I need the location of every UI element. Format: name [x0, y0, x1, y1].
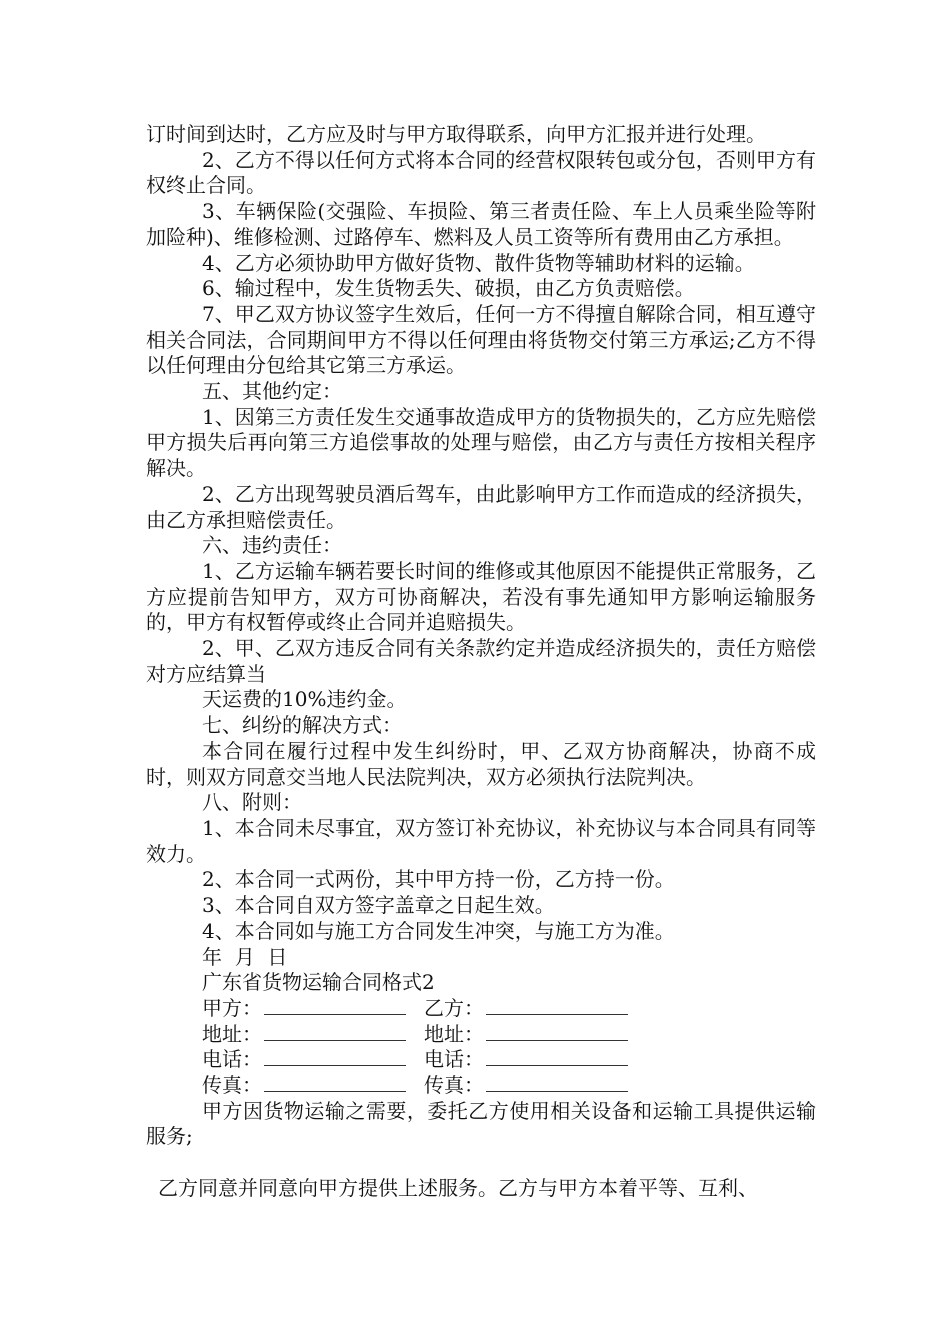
paragraph: 2、甲、乙双方违反合同有关条款约定并造成经济损失的，责任方赔偿对方应结算当 — [146, 636, 816, 686]
form-cell-left — [202, 996, 424, 1022]
form-row-phone — [146, 1047, 816, 1073]
paragraph: 本合同在履行过程中发生纠纷时，甲、乙双方协商解决，协商不成时，则双方同意交当地人民法院判决，双方必须执行法院判决。 — [146, 738, 816, 789]
contract-title: 广东省货物运输合同格式2 — [202, 970, 435, 995]
address-b-blank — [486, 1022, 628, 1041]
address-b-label: 地址： — [424, 1021, 484, 1046]
fax-a-blank — [264, 1073, 406, 1092]
form-row-party — [146, 996, 816, 1022]
form-cell-left — [202, 1047, 424, 1073]
paragraph: 天运费的10%违约金。 — [202, 687, 407, 712]
phone-b-label: 电话： — [424, 1047, 484, 1072]
party-a-label: 甲方： — [202, 995, 262, 1020]
phone-a-label: 电话： — [202, 1047, 262, 1072]
party-b-blank — [486, 996, 628, 1015]
paragraph: 2、乙方出现驾驶员酒后驾车，由此影响甲方工作而造成的经济损失，由乙方承担赔偿责任。 — [146, 481, 816, 532]
form-cell-left — [202, 1022, 424, 1048]
paragraph: 1、本合同未尽事宜，双方签订补充协议，补充协议与本合同具有同等效力。 — [146, 815, 816, 866]
form-cell-right — [424, 1047, 646, 1073]
blank-line — [146, 1150, 816, 1176]
form-row-address — [146, 1022, 816, 1048]
address-a-label: 地址： — [202, 1021, 262, 1046]
form-row-fax — [146, 1073, 816, 1099]
paragraph: 4、乙方必须协助甲方做好货物、散件货物等辅助材料的运输。 — [202, 250, 755, 275]
paragraph: 3、车辆保险(交强险、车损险、第三者责任险、车上人员乘坐险等附加险种)、维修检测、过路停车、燃料及人员工资等所有费用由乙方承担。 — [146, 199, 816, 249]
section-heading: 八、附则： — [202, 790, 302, 815]
fax-b-label: 传真： — [424, 1072, 484, 1097]
paragraph: 2、乙方不得以任何方式将本合同的经营权限转包或分包，否则甲方有权终止合同。 — [146, 147, 816, 198]
paragraph: 6、输过程中，发生货物丢失、破损，由乙方负责赔偿。 — [202, 276, 695, 301]
paragraph: 4、本合同如与施工方合同发生冲突，与施工方为准。 — [202, 918, 675, 943]
section-heading: 六、违约责任： — [202, 533, 342, 558]
paragraph: 7、甲乙双方协议签字生效后，任何一方不得擅自解除合同，相互遵守相关合同法，合同期间甲方不得以任何理由将货物交付第三方承运;乙方不得以任何理由分包给其它第三方承运。 — [146, 301, 816, 378]
contract-body — [146, 122, 816, 1202]
paragraph: 乙方同意并同意向甲方提供上述服务。乙方与甲方本着平等、互利、 — [158, 1176, 758, 1201]
paragraph: 3、本合同自双方签字盖章之日起生效。 — [202, 893, 555, 918]
form-cell-right — [424, 996, 646, 1022]
fax-b-blank — [486, 1073, 628, 1092]
paragraph: 甲方因货物运输之需要，委托乙方使用相关设备和运输工具提供运输服务; — [146, 1098, 816, 1149]
paragraph: 1、因第三方责任发生交通事故造成甲方的货物损失的，乙方应先赔偿甲方损失后再向第三方追偿事故的处理与赔偿，由乙方与责任方按相关程序解决。 — [146, 404, 816, 481]
form-cell-right — [424, 1073, 646, 1099]
fax-a-label: 传真： — [202, 1072, 262, 1097]
paragraph: 2、本合同一式两份，其中甲方持一份，乙方持一份。 — [202, 867, 675, 892]
section-heading: 七、纠纷的解决方式： — [202, 713, 402, 738]
phone-a-blank — [264, 1047, 406, 1066]
date-line: 年 月 日 — [202, 944, 288, 969]
address-a-blank — [264, 1022, 406, 1041]
form-cell-left — [202, 1073, 424, 1099]
party-b-label: 乙方： — [424, 995, 484, 1020]
paragraph: 1、乙方运输车辆若要长时间的维修或其他原因不能提供正常服务，乙方应提前告知甲方，双方可协商解决，若没有事先通知甲方影响运输服务的，甲方有权暂停或终止合同并追赔损失。 — [146, 558, 816, 635]
party-a-blank — [264, 996, 406, 1015]
phone-b-blank — [486, 1047, 628, 1066]
form-cell-right — [424, 1022, 646, 1048]
paragraph: 订时间到达时，乙方应及时与甲方取得联系，向甲方汇报并进行处理。 — [146, 122, 766, 146]
section-heading: 五、其他约定： — [202, 379, 342, 404]
